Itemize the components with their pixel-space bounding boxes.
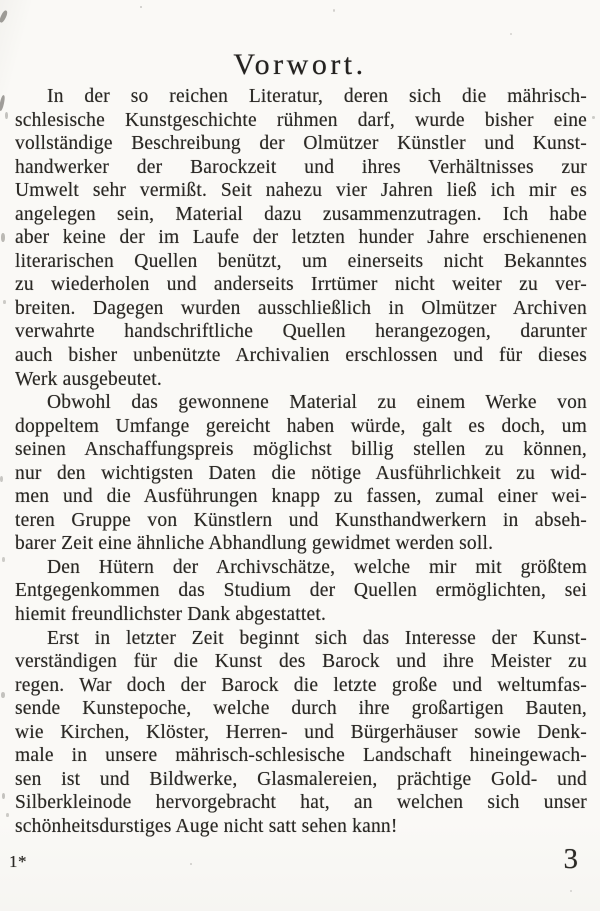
text-line: hiemit freundlichster Dank abgestattet. — [15, 604, 327, 626]
text-line: Werk ausgebeutet. — [15, 368, 162, 390]
text-line: Erst in letzter Zeit beginnt sich das Interesse der Kunst- — [47, 627, 587, 649]
scan-speck — [5, 112, 8, 119]
scan-speck — [570, 890, 572, 892]
text-line: doppeltem Umfange gereicht haben würde, galt es doch, um — [15, 415, 587, 437]
text-line: barer Zeit eine ähnliche Abhandlung gewidmet werden soll. — [15, 533, 494, 555]
text-line: wie Kirchen, Klöster, Herren- und Bürgerhäuser sowie Denk- — [15, 721, 587, 743]
scan-speck — [3, 300, 6, 304]
text-line: Umwelt sehr vermißt. Seit nahezu vier Jahren ließ ich mir es — [15, 180, 587, 202]
scan-speck — [1, 692, 5, 698]
text-block — [15, 85, 587, 839]
text-line: sende Kunstepoche, welche durch ihre großartigen Bauten, — [15, 698, 587, 720]
scan-speck — [510, 33, 512, 35]
text-line: verwahrte handschriftliche Quellen herangezogen, darunter — [15, 321, 587, 343]
scan-speck — [0, 95, 6, 111]
page-title: Vorwort. — [233, 48, 367, 82]
text-line: breiten. Dagegen wurden ausschließlich in Olmützer Archiven — [15, 297, 587, 319]
text-line: male in unsere mährisch-schlesische Landschaft hineingewach- — [15, 745, 587, 767]
scan-speck — [592, 116, 595, 119]
text-line: men und die Ausführungen knapp zu fassen, zumal einer wei- — [15, 486, 587, 508]
text-line: schönheitsdurstiges Auge nicht satt sehen kann! — [15, 815, 398, 837]
page-number: 3 — [563, 843, 578, 875]
text-line: zu wiederholen und anderseits Irrtümer nicht weiter zu ver- — [15, 274, 587, 296]
scan-speck — [140, 6, 142, 8]
scan-speck — [0, 10, 9, 24]
text-line: handwerker der Barockzeit und ihres Verhältnisses zur — [15, 156, 587, 178]
scan-speck — [1, 233, 5, 242]
footnote-signature-mark: 1* — [9, 852, 27, 871]
text-line: Entgegenkommen das Studium der Quellen ermöglichten, sei — [15, 580, 587, 602]
text-line: In der so reichen Literatur, deren sich die mährisch- — [47, 86, 587, 107]
text-line: Den Hütern der Archivschätze, welche mir mit größtem — [47, 556, 587, 578]
text-line: seinen Anschaffungspreis möglichst billig stellen zu können, — [15, 439, 587, 461]
text-line: regen. War doch der Barock die letzte große und weltumfas- — [15, 674, 587, 696]
scan-speck — [0, 476, 3, 482]
text-line: verständigen für die Kunst des Barock und ihre Meister zu — [15, 651, 587, 673]
text-line: sen ist und Bildwerke, Glasmalereien, prächtige Gold- und — [15, 768, 587, 790]
text-line: literarischen Quellen benützt, um einerseits nicht Bekanntes — [15, 250, 587, 272]
text-line: Obwohl das gewonnene Material zu einem Werke von — [47, 392, 587, 414]
scan-speck — [2, 557, 5, 562]
text-line: schlesische Kunstgeschichte rühmen darf, wurde bisher eine — [15, 109, 587, 131]
text-line: angelegen sein, Material dazu zusammenzutragen. Ich habe — [15, 203, 587, 225]
scan-speck — [6, 813, 9, 817]
text-line: teren Gruppe von Künstlern und Kunsthandwerkern in abseh- — [15, 509, 587, 531]
text-line: aber keine der im Laufe der letzten hunder Jahre erschienenen — [15, 227, 587, 249]
scan-speck — [190, 863, 192, 865]
text-line: Silberkleinode hervorgebracht hat, an welchen sich unser — [15, 792, 587, 814]
scan-speck — [2, 793, 5, 799]
text-line: nur den wichtigsten Daten die nötige Ausführlichkeit zu wid- — [15, 462, 587, 484]
scan-speck — [333, 9, 335, 12]
text-line: auch bisher unbenützte Archivalien erschlossen und für dieses — [15, 345, 587, 367]
text-line: vollständige Beschreibung der Olmützer Künstler und Kunst- — [15, 133, 587, 155]
